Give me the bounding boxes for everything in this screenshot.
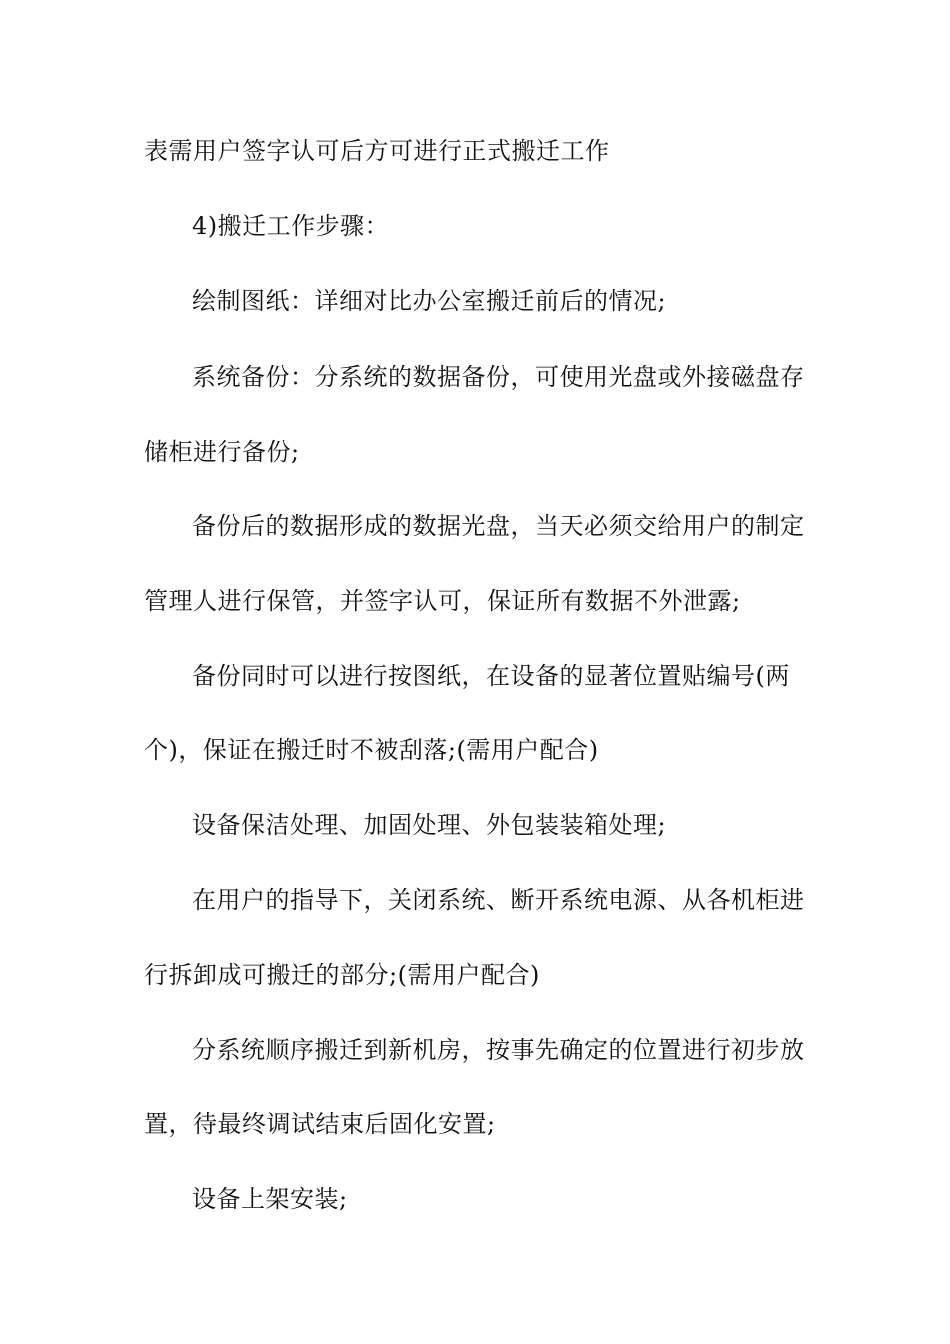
text-line: 设备保洁处理、加固处理、外包装装箱处理; [192,811,667,839]
text-line: 绘制图纸：详细对比办公室搬迁前后的情况; [192,287,667,315]
text-line: 行拆卸成可搬迁的部分;(需用户配合) [144,961,540,989]
text-line: 在用户的指导下，关闭系统、断开系统电源、从各机柜进 [192,886,805,914]
text-line: 管理人进行保管，并签字认可，保证所有数据不外泄露; [144,587,741,615]
text-line: 备份后的数据形成的数据光盘，当天必须交给用户的制定 [192,512,805,540]
text-line: 储柜进行备份; [144,438,300,466]
text-line: 置，待最终调试结束后固化安置; [144,1110,496,1138]
text-line: 表需用户签字认可后方可进行正式搬迁工作 [144,137,610,165]
text-line: 系统备份：分系统的数据备份，可使用光盘或外接磁盘存 [192,363,805,391]
text-line: 个)，保证在搬迁时不被刮落;(需用户配合) [144,736,599,764]
text-line: 设备上架安装; [192,1185,348,1213]
section-heading: 4)搬迁工作步骤： [192,212,390,240]
text-line: 分系统顺序搬迁到新机房，按事先确定的位置进行初步放 [192,1036,805,1064]
text-line: 备份同时可以进行按图纸，在设备的显著位置贴编号(两 [192,662,790,690]
